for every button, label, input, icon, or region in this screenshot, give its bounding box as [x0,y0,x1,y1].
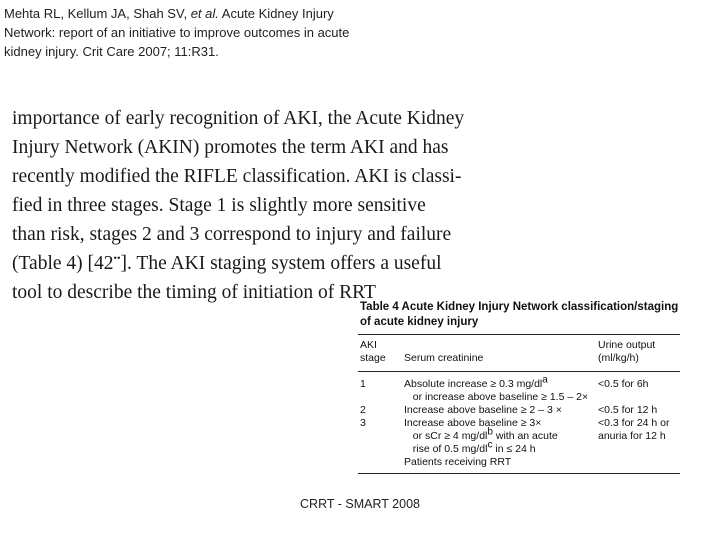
excerpt-line: recently modified the RIFLE classification. AKI is classi- [12,166,462,187]
table-row [358,404,680,417]
creatinine-text: or sCr ≥ 4 mg/dl [404,430,488,442]
header-serum-creatinine: Serum creatinine [404,352,484,364]
footnote-marker: c [487,439,493,451]
creatinine-text: Increase above baseline ≥ 3× [404,417,542,429]
excerpt-line: fied in three stages. Stage 1 is slightly more sensitive [12,195,426,216]
table-bottom-rule [358,473,680,474]
aki-staging-table [358,300,680,474]
article-excerpt [12,104,465,307]
staging-table [358,335,680,474]
slide-footer: CRRT - SMART 2008 [300,497,420,511]
header-urine-line2: (ml/kg/h) [598,352,639,364]
stage-cell: 2 [360,404,366,416]
creatinine-text: Patients receiving RRT [404,456,512,468]
creatinine-cell [402,417,596,473]
excerpt-line: importance of early recognition of AKI, the Acute Kidney [12,108,465,129]
excerpt-line-ref [12,249,442,278]
reference-marker: •• [113,253,121,265]
header-urine-line1: Urine output [598,339,656,351]
table-header-row [358,335,680,371]
header-urine-output [596,335,680,371]
citation-authors: Mehta RL, Kellum JA, Shah SV, [4,6,188,21]
stage-cell: 1 [360,378,366,390]
urine-text: anuria for 12 h [598,430,666,442]
citation-rest: Acute Kidney Injury Network: report of an initiative to improve outcomes in acute kidney injury. Crit Care 2007; 11:R31. [4,6,350,59]
creatinine-cell [402,372,596,404]
creatinine-text: or increase above baseline ≥ 1.5 – 2× [404,391,589,403]
footnote-marker: b [487,426,493,438]
citation-etal: et al. [190,6,219,21]
urine-cell: <0.5 for 6h [598,378,649,390]
urine-cell [596,417,680,473]
excerpt-ref-start: (Table 4) [42 [12,253,114,274]
creatinine-cell: Increase above baseline ≥ 2 – 3 × [404,404,562,416]
header-stage-line2: stage [360,352,386,364]
excerpt-ref-end: ]. The AKI staging system offers a useful [120,253,442,274]
creatinine-text: rise of 0.5 mg/dl [404,443,488,455]
creatinine-text: Absolute increase ≥ 0.3 mg/dl [404,378,543,390]
urine-text: <0.3 for 24 h or [598,417,670,429]
excerpt-line: Injury Network (AKIN) promotes the term AKI and has [12,137,449,158]
excerpt-line: tool to describe the timing of initiation of RRT [12,282,376,303]
table-title: Table 4 Acute Kidney Injury Network classification/staging of acute kidney injury [360,301,679,328]
creatinine-text: in ≤ 24 h [492,443,536,455]
header-stage-line1: AKI [360,339,377,351]
footnote-marker: a [542,374,548,386]
excerpt-line: than risk, stages 2 and 3 correspond to injury and failure [12,224,452,245]
reference-citation [4,4,354,61]
stage-cell: 3 [360,417,366,429]
urine-cell: <0.5 for 12 h [598,404,658,416]
creatinine-text: with an acute [492,430,558,442]
table-row [358,417,680,473]
table-row [358,372,680,404]
header-aki-stage [358,335,402,371]
